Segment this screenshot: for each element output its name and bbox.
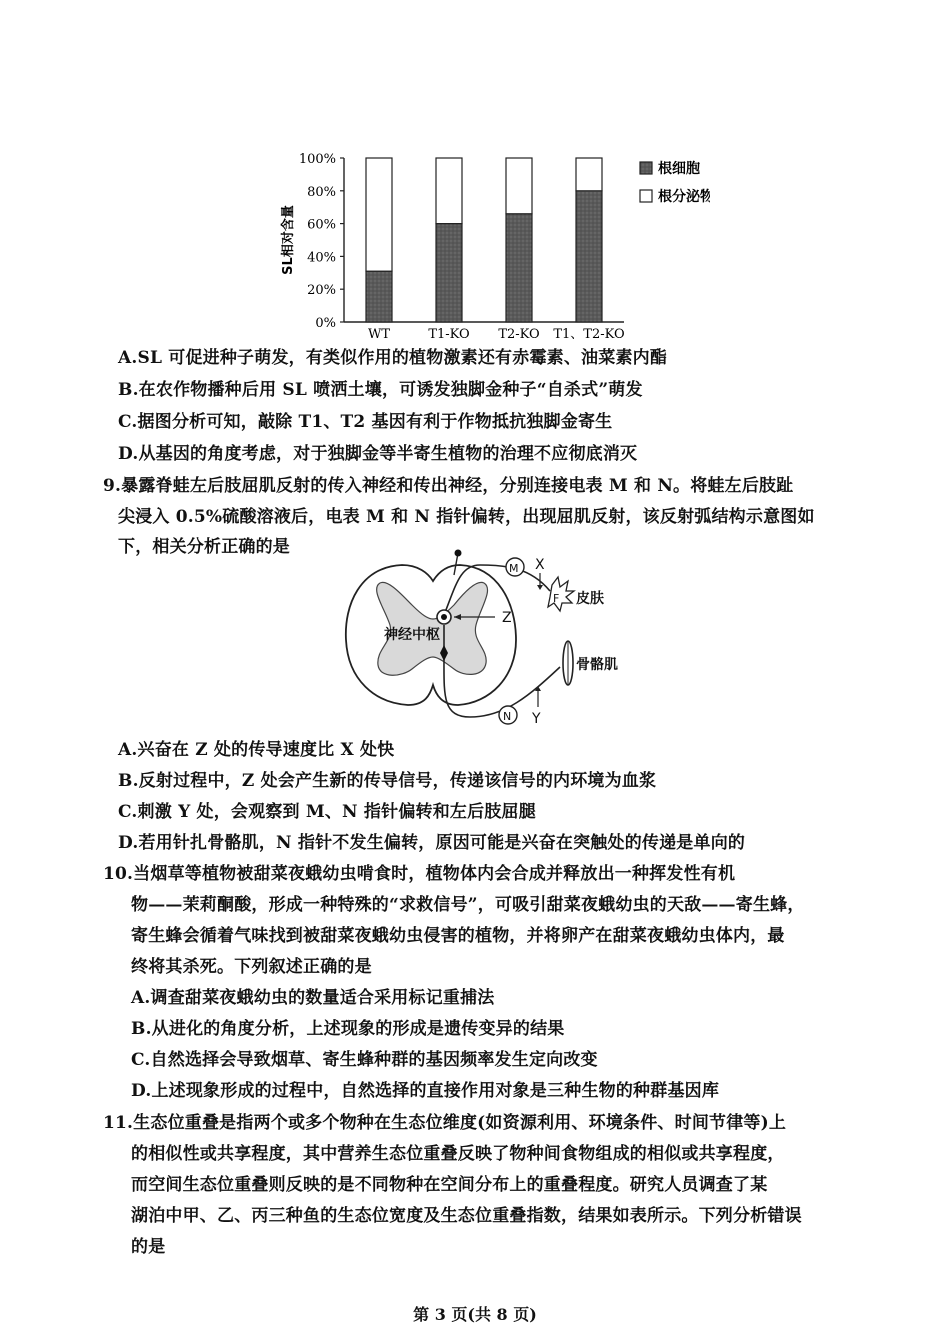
ganglion-dot bbox=[455, 550, 462, 557]
legend-label: 根分泌物 bbox=[658, 189, 710, 205]
q9-option-c: C.刺激 Y 处，会观察到 M、N 指针偏转和左后肢屈腿 bbox=[118, 802, 536, 822]
x-arrowhead bbox=[537, 585, 543, 590]
bar-segment bbox=[506, 158, 532, 214]
bar-segment bbox=[436, 158, 462, 224]
q11-stem-line-3: 而空间生态位重叠则反映的是不同物种在空间分布上的重叠程度。研究人员调查了某 bbox=[131, 1175, 768, 1195]
y-tick-label: 40% bbox=[307, 250, 336, 266]
skin-receptor-icon bbox=[548, 577, 574, 611]
q9-stem-line-2: 尖浸入 0.5%硫酸溶液后，电表 M 和 N 指针偏转，出现屈肌反射，该反射弧结构示意图如 bbox=[118, 507, 815, 527]
legend-swatch bbox=[640, 162, 652, 174]
q10-stem-line-3: 寄生蜂会循着气味找到被甜菜夜蛾幼虫侵害的植物，并将卵产在甜菜夜蛾幼虫体内，最 bbox=[131, 926, 785, 946]
q11-stem-line-5: 的是 bbox=[131, 1237, 166, 1257]
y-axis-label: SL相对含量 bbox=[281, 205, 296, 275]
bar-segment bbox=[366, 158, 392, 271]
q10-option-b: B.从进化的角度分析，上述现象的形成是遗传变异的结果 bbox=[131, 1019, 565, 1039]
bar-segment bbox=[366, 271, 392, 322]
q10-stem-line-4: 终将其杀死。下列叙述正确的是 bbox=[131, 957, 372, 977]
center-label: 神经中枢 bbox=[384, 627, 440, 643]
q8-option-b: B.在农作物播种后用 SL 喷洒土壤，可诱发独脚金种子“自杀式”萌发 bbox=[118, 380, 643, 400]
meter-m-label: M bbox=[509, 562, 519, 575]
muscle-label: 骨骼肌 bbox=[576, 657, 618, 673]
q10-stem-line-2: 物——茉莉酮酸，形成一种特殊的“求救信号”，可吸引甜菜夜蛾幼虫的天敌——寄生蜂， bbox=[131, 895, 805, 915]
z-label: Z bbox=[502, 610, 512, 626]
page-footer: 第 3 页(共 8 页) bbox=[413, 1305, 537, 1324]
q8-option-a: A.SL 可促进种子萌发，有类似作用的植物激素还有赤霉素、油菜素内酯 bbox=[118, 348, 668, 368]
legend-swatch bbox=[640, 190, 652, 202]
bar-segment bbox=[436, 224, 462, 322]
q9-stem-line-3: 下，相关分析正确的是 bbox=[118, 537, 290, 557]
q9-stem-line-1: 9.暴露脊蛙左后肢屈肌反射的传入神经和传出神经，分别连接电表 M 和 N。将蛙左后肢趾 bbox=[103, 476, 794, 496]
x-tick-label: T2-KO bbox=[498, 327, 540, 340]
reflex-arc-svg bbox=[330, 545, 630, 735]
receptor-f-label: F bbox=[553, 592, 560, 605]
q9-option-b: B.反射过程中，Z 处会产生新的传导信号，传递该信号的内环境为血浆 bbox=[118, 771, 657, 791]
synapse-z-dot bbox=[441, 614, 447, 620]
y-label: Y bbox=[532, 711, 541, 727]
q9-option-a: A.兴奋在 Z 处的传导速度比 X 处快 bbox=[118, 740, 395, 760]
y-tick-label: 80% bbox=[307, 184, 336, 200]
q10-option-c: C.自然选择会导致烟草、寄生蜂种群的基因频率发生定向改变 bbox=[131, 1050, 598, 1070]
y-tick-label: 100% bbox=[298, 152, 336, 167]
q10-option-a: A.调查甜菜夜蛾幼虫的数量适合采用标记重捕法 bbox=[131, 988, 495, 1008]
reflex-arc-diagram bbox=[330, 545, 630, 735]
bar-segment bbox=[576, 158, 602, 191]
bar-segment bbox=[506, 214, 532, 322]
y-tick-label: 20% bbox=[307, 283, 336, 299]
skin-label: 皮肤 bbox=[576, 591, 604, 607]
bar-segment bbox=[576, 191, 602, 322]
legend-label: 根细胞 bbox=[658, 161, 700, 177]
q11-stem-line-1: 11.生态位重叠是指两个或多个物种在生态位维度(如资源利用、环境条件、时间节律等)上 bbox=[103, 1113, 787, 1133]
q8-option-d: D.从基因的角度考虑，对于独脚金等半寄生植物的治理不应彻底消灭 bbox=[118, 444, 638, 464]
y-tick-label: 0% bbox=[315, 316, 336, 331]
q10-stem-line-1: 10.当烟草等植物被甜菜夜蛾幼虫啃食时，植物体内会合成并释放出一种挥发性有机 bbox=[103, 864, 736, 884]
q11-stem-line-2: 的相似性或共享程度，其中营养生态位重叠反映了物种间食物组成的相似或共享程度， bbox=[131, 1144, 785, 1164]
stacked-bar-chart bbox=[270, 140, 710, 340]
x-tick-label: WT bbox=[367, 327, 391, 340]
sl-content-chart bbox=[270, 140, 710, 340]
meter-n-label: N bbox=[503, 710, 512, 723]
x-tick-label: T1、T2-KO bbox=[553, 327, 625, 340]
y-tick-label: 60% bbox=[307, 217, 336, 233]
x-label: X bbox=[535, 557, 545, 573]
q9-option-d: D.若用针扎骨骼肌，N 指针不发生偏转，原因可能是兴奋在突触处的传递是单向的 bbox=[118, 833, 746, 853]
x-tick-label: T1-KO bbox=[428, 327, 470, 340]
q8-option-c: C.据图分析可知，敲除 T1、T2 基因有利于作物抵抗独脚金寄生 bbox=[118, 412, 613, 432]
q10-option-d: D.上述现象形成的过程中，自然选择的直接作用对象是三种生物的种群基因库 bbox=[131, 1081, 720, 1101]
q11-stem-line-4: 湖泊中甲、乙、丙三种鱼的生态位宽度及生态位重叠指数，结果如表所示。下列分析错误 bbox=[131, 1206, 802, 1226]
